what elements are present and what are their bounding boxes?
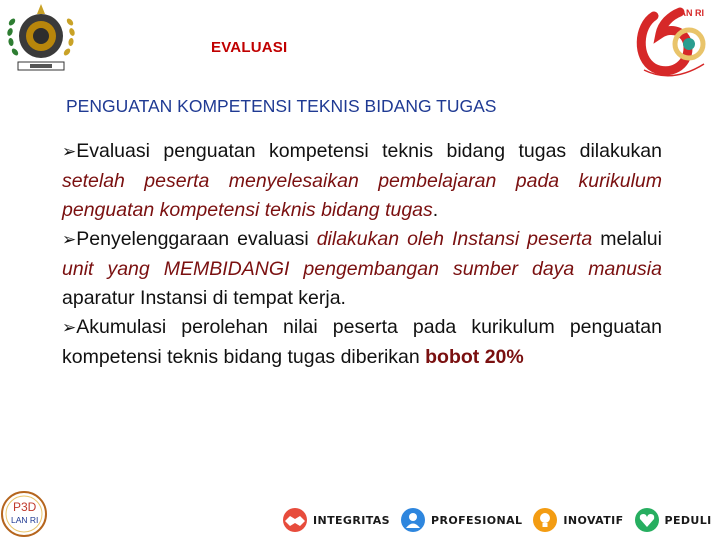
core-value-label: PEDULI: [664, 513, 712, 527]
lan-60-anniversary-logo: [632, 0, 716, 86]
bullet-text-segment: setelah peserta menyelesaikan pembelajaran pada kurikulum penguatan kompetensi teknis bidang tugas: [62, 170, 662, 221]
core-value-label: INTEGRITAS: [313, 513, 390, 527]
slide-title: PENGUATAN KOMPETENSI TEKNIS BIDANG TUGAS: [66, 96, 497, 116]
emblem-logo: [2, 2, 80, 76]
lan-ri-footer-text: LAN RI: [11, 515, 39, 525]
bullet-text-segment: bobot 20%: [425, 346, 524, 368]
lan-ri-text: LAN RI: [674, 8, 704, 18]
core-value-label: INOVATIF: [563, 513, 624, 527]
core-values: [282, 503, 712, 537]
arrow-bullet-icon: ➢: [62, 230, 77, 250]
arrow-bullet-icon: ➢: [62, 142, 77, 162]
p3d-text: P3D: [13, 500, 37, 514]
care-icon: [634, 507, 660, 533]
bullet-text-segment: aparatur Instansi di tempat kerja.: [62, 287, 346, 309]
bullet-text-segment: Evaluasi penguatan kompetensi teknis bidang tugas dilakukan: [76, 140, 662, 162]
bullet-item: [62, 313, 662, 372]
core-value-label: PROFESIONAL: [431, 513, 523, 527]
handshake-icon: [282, 507, 308, 533]
professional-icon: [400, 507, 426, 533]
bullet-item: [62, 225, 662, 313]
slide-label: EVALUASI: [211, 39, 288, 56]
bullet-text-segment: dilakukan oleh Instansi peserta: [316, 228, 593, 250]
bullet-text-segment: .: [432, 199, 439, 221]
bullet-list: [62, 137, 662, 372]
core-value-peduli: [634, 507, 712, 533]
p3d-lan-logo: [0, 490, 48, 538]
bullet-text-segment: unit yang MEMBIDANGI pengembangan sumber daya manusia: [62, 258, 662, 280]
bullet-item: [62, 137, 662, 225]
core-value-profesional: [400, 507, 522, 533]
lightbulb-icon: [532, 507, 558, 533]
arrow-bullet-icon: ➢: [62, 318, 77, 338]
core-value-inovatif: [532, 507, 623, 533]
core-value-integritas: [282, 507, 390, 533]
bullet-text-segment: Akumulasi perolehan nilai peserta pada kurikulum penguatan kompetensi teknis bidang tugas diberikan: [62, 316, 662, 368]
bullet-text-segment: melalui: [592, 228, 662, 250]
bullet-text-segment: Penyelenggaraan evaluasi: [76, 228, 317, 250]
